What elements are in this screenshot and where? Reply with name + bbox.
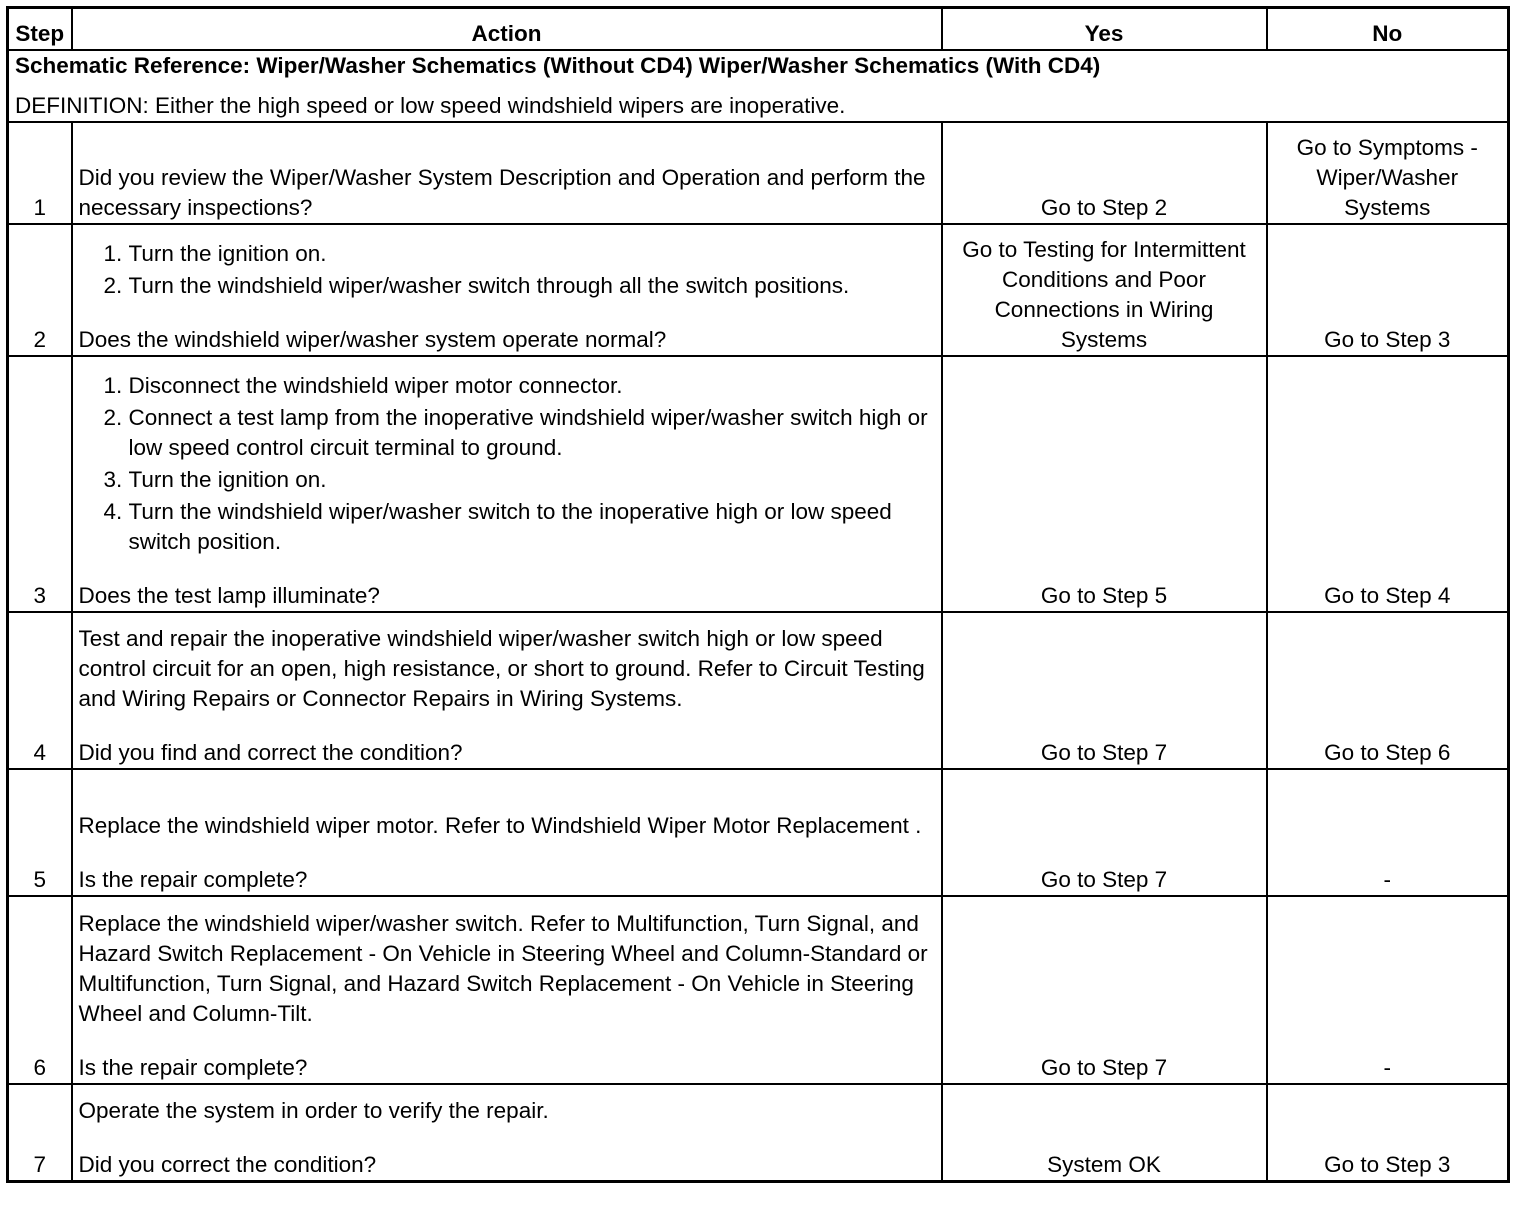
step-number: 7 xyxy=(8,1084,72,1181)
no-cell: - xyxy=(1267,896,1509,1084)
table-row xyxy=(8,224,1509,356)
step-number: 6 xyxy=(8,896,72,1084)
table-row xyxy=(8,896,1509,1084)
table-row xyxy=(8,612,1509,769)
action-list xyxy=(79,371,935,557)
reference-row xyxy=(8,50,1509,122)
action-list xyxy=(79,239,935,301)
no-cell: Go to Symptoms - Wiper/Washer Systems xyxy=(1267,122,1509,224)
action-cell xyxy=(72,1084,942,1181)
action-question: Did you find and correct the condition? xyxy=(78,740,463,765)
header-no: No xyxy=(1267,8,1509,51)
step-number: 5 xyxy=(8,769,72,896)
header-row xyxy=(8,8,1509,51)
no-cell: - xyxy=(1267,769,1509,896)
schematic-reference: Schematic Reference: Wiper/Washer Schematics (Without CD4) Wiper/Washer Schematics (With CD4) xyxy=(15,53,1101,78)
list-item: 3. Turn the ignition on. xyxy=(129,465,935,495)
table-row xyxy=(8,769,1509,896)
action-text: Test and repair the inoperative windshield wiper/washer switch high or low speed control circuit for an open, high resistance, or short to ground. Refer to Circuit Testing and Wiring Repairs or Connector Repairs in Wiring Systems. xyxy=(78,626,925,711)
action-text: Operate the system in order to verify the repair. xyxy=(78,1097,549,1123)
table-row xyxy=(8,1084,1509,1181)
step-number: 2 xyxy=(8,224,72,356)
no-cell: Go to Step 4 xyxy=(1267,356,1509,612)
table-row xyxy=(8,356,1509,612)
no-cell: Go to Step 6 xyxy=(1267,612,1509,769)
step-number: 4 xyxy=(8,612,72,769)
step-number: 1 xyxy=(8,122,72,224)
definition-text: DEFINITION: Either the high speed or low speed windshield wipers are inoperative. xyxy=(15,93,846,118)
header-step: Step xyxy=(8,8,72,51)
table-row xyxy=(8,122,1509,224)
no-cell: Go to Step 3 xyxy=(1267,224,1509,356)
yes-cell: System OK xyxy=(942,1084,1267,1181)
action-question: Is the repair complete? xyxy=(78,867,308,892)
action-cell xyxy=(72,769,942,896)
action-cell xyxy=(72,122,942,224)
action-text: Replace the windshield wiper/washer switch. Refer to Multifunction, Turn Signal, and Hazard Switch Replacement - On Vehicle in Steering Wheel and Column-Standard or Multifunction, Turn Signal, and Hazard Switch Replacement - On Vehicle in Steering Wheel and Column-Tilt. xyxy=(78,911,928,1026)
yes-cell: Go to Step 5 xyxy=(942,356,1267,612)
yes-cell: Go to Step 7 xyxy=(942,896,1267,1084)
yes-cell: Go to Testing for Intermittent Conditions and Poor Connections in Wiring Systems xyxy=(942,224,1267,356)
action-cell xyxy=(72,896,942,1084)
step-number: 3 xyxy=(8,356,72,612)
action-cell xyxy=(72,356,942,612)
yes-cell: Go to Step 7 xyxy=(942,769,1267,896)
action-question: Does the windshield wiper/washer system operate normal? xyxy=(78,327,667,352)
diagnostic-table xyxy=(6,6,1510,1183)
action-question: Does the test lamp illuminate? xyxy=(78,583,380,608)
yes-cell: Go to Step 2 xyxy=(942,122,1267,224)
list-item: 1. Turn the ignition on. xyxy=(129,239,935,269)
action-text: Did you review the Wiper/Washer System Description and Operation and perform the necessary inspections? xyxy=(78,165,926,220)
action-cell xyxy=(72,224,942,356)
list-item: 2. Turn the windshield wiper/washer switch through all the switch positions. xyxy=(129,271,935,301)
action-text: Replace the windshield wiper motor. Refer to Windshield Wiper Motor Replacement . xyxy=(78,813,922,838)
action-cell xyxy=(72,612,942,769)
header-yes: Yes xyxy=(942,8,1267,51)
reference-cell xyxy=(8,50,1509,122)
yes-cell: Go to Step 7 xyxy=(942,612,1267,769)
list-item: 1. Disconnect the windshield wiper motor connector. xyxy=(129,371,935,401)
list-item: 2. Connect a test lamp from the inoperative windshield wiper/washer switch high or low speed control circuit terminal to ground. xyxy=(129,403,935,463)
action-question: Is the repair complete? xyxy=(78,1055,308,1080)
header-action: Action xyxy=(72,8,942,51)
action-question: Did you correct the condition? xyxy=(78,1151,377,1177)
list-item: 4. Turn the windshield wiper/washer switch to the inoperative high or low speed switch position. xyxy=(129,497,935,557)
no-cell: Go to Step 3 xyxy=(1267,1084,1509,1181)
